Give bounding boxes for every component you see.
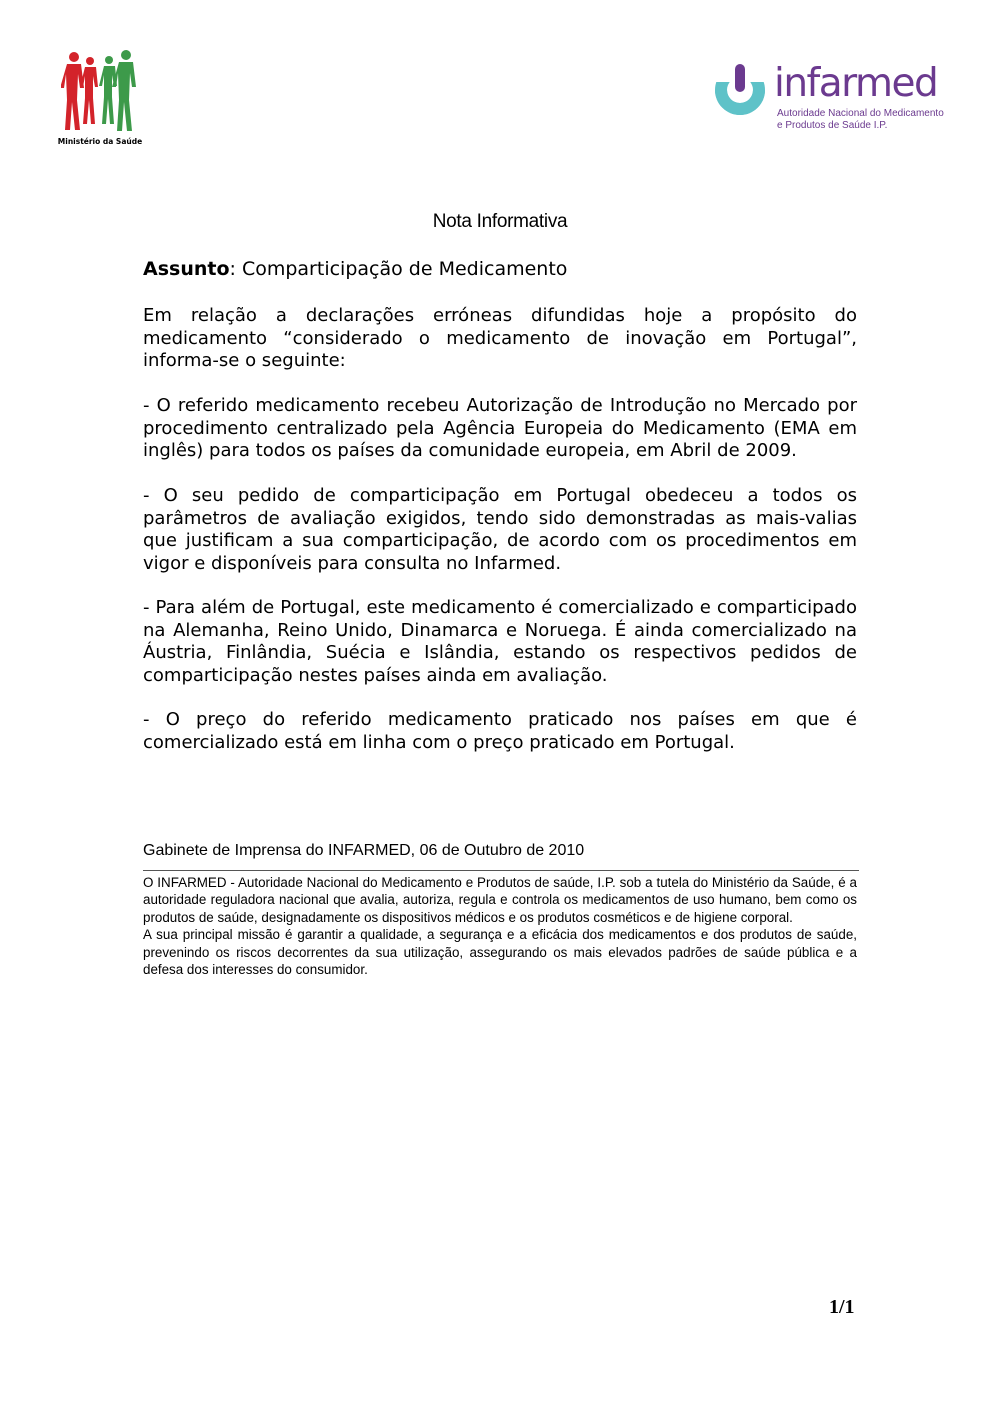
footer-notice — [143, 874, 857, 978]
subject-text: : Comparticipação de Medicamento — [229, 258, 568, 280]
ministerio-caption: Ministério da Saúde — [57, 137, 143, 146]
infarmed-tagline-line-1: Autoridade Nacional do Medicamento — [777, 108, 944, 119]
infarmed-tagline — [777, 108, 947, 132]
infarmed-tagline-line-2: e Produtos de Saúde I.P. — [777, 120, 888, 131]
ministerio-saude-logo — [52, 48, 148, 152]
document-title: Nota Informativa — [432, 211, 568, 232]
footer-paragraph-1: O INFARMED - Autoridade Nacional do Medicamento e Produtos de saúde, I.P. sob a tutela do Ministério da Saúde, é a autoridade reguladora nacional que avalia, autoriza, regula e controla os medicamentos de uso humano, bem como os produtos de saúde, designadamente os dispositivos médicos e os produtos cosméticos e de higiene corporal. — [143, 875, 857, 925]
infarmed-logo — [714, 60, 944, 140]
infarmed-mark-icon — [714, 62, 766, 116]
press-office-signature: Gabinete de Imprensa do INFARMED, 06 de Outubro de 2010 — [143, 842, 585, 859]
paragraph-authorization: - O referido medicamento recebeu Autorização de Introdução no Mercado por procedimento centralizado pela Agência Europeia do Medicamento (EMA em inglês) para todos os países da comunidade europeia, em Abril de 2009. — [143, 395, 857, 461]
paragraph-intro: Em relação a declarações erróneas difundidas hoje a propósito do medicamento “considerado o medicamento de inovação em Portugal”, informa-se o seguinte: — [143, 305, 857, 371]
subject-label: Assunto — [143, 258, 230, 280]
paragraph-reimbursement: - O seu pedido de comparticipação em Portugal obedeceu a todos os parâmetros de avaliação exigidos, tendo sido demonstradas as mais-valias que justificam a sua comparticipação, de acordo com os procedimentos em vigor e disponíveis para consulta no Infarmed. — [143, 485, 857, 574]
human-figures-icon — [61, 48, 139, 136]
infarmed-wordmark: infarmed — [774, 61, 938, 106]
footer-paragraph-2: A sua principal missão é garantir a qualidade, a segurança e a eficácia dos medicamentos e dos produtos de saúde, prevenindo os riscos decorrentes da sua utilização, assegurando os mais elevados padrões de saúde pública e a defesa dos interesses do consumidor. — [143, 927, 857, 978]
page-number: 1/1 — [829, 1296, 855, 1318]
paragraph-price: - O preço do referido medicamento praticado nos países em que é comercializado está em linha com o preço praticado em Portugal. — [143, 709, 857, 753]
subject-line — [143, 258, 857, 280]
paragraph-countries: - Para além de Portugal, este medicamento é comercializado e comparticipado na Alemanha, Reino Unido, Dinamarca e Noruega. É ainda comercializado na Áustria, Finlândia, Suécia e Islândia, estando os respectivos pedidos de comparticipação nestes países ainda em avaliação. — [143, 597, 857, 686]
footer-divider — [143, 870, 859, 871]
